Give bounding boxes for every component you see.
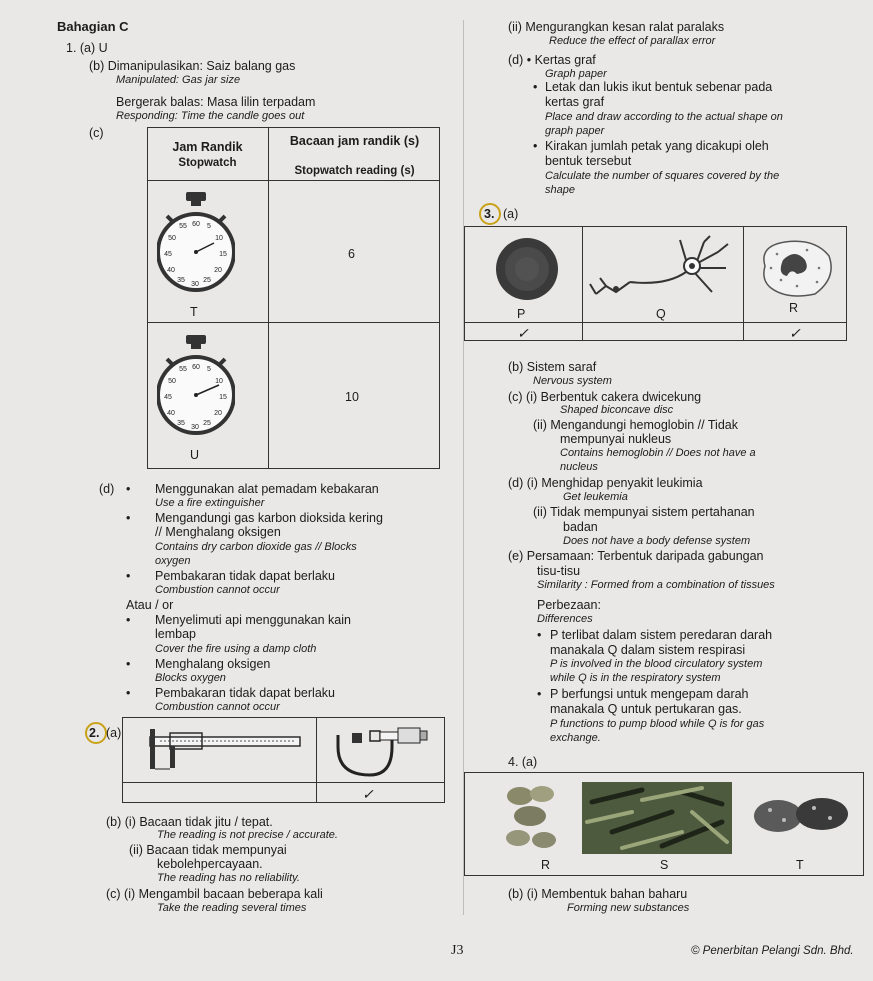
q1cii-answer: (ii) Mengurangkan kesan ralat paralaks [508,20,725,34]
nerve-cell-icon [586,234,741,304]
q4a-label: 4. (a) [508,755,538,769]
cell-label-p: P [517,307,526,321]
q1d-point3-eng: Combustion cannot occur [155,584,280,596]
difference-point2-line2: manakala Q untuk pertukaran gas. [550,702,742,716]
q1d-point2: Mengandungi gas karbon dioksida kering [155,511,383,525]
row2-label: U [190,448,200,462]
svg-text:35: 35 [177,420,185,427]
white-blood-cell-icon [757,238,837,300]
q3c2-answer-line2: mempunyai nukleus [560,432,672,446]
q4b-answer: (b) (i) Membentuk bahan baharu [508,887,688,901]
tick-r-icon: ✓ [789,325,801,341]
svg-text:10: 10 [215,378,223,385]
q3-number: 3. [484,207,495,221]
differences-title-eng: Differences [537,613,593,625]
difference-point2-eng: P functions to pump blood while Q is for gas [550,718,765,730]
substance-r-icon [500,782,560,852]
svg-text:15: 15 [219,251,227,258]
svg-text:40: 40 [167,410,175,417]
table-header-stopwatch: Jam Randik [172,140,243,154]
bullet-icon: • [537,628,542,642]
q4b-answer-eng: Forming new substances [567,902,690,914]
table-header-reading: Bacaan jam randik (s) [289,134,420,148]
micrometer-icon [330,725,435,780]
table-divider [147,180,440,181]
q3a-label: (a) [503,207,519,221]
row1-label: T [190,305,198,319]
q1d-right-answer: (d) • Kertas graf [508,53,596,67]
difference-point1-eng-line2: while Q is in the respiratory system [550,672,721,684]
bullet-icon: • [126,657,131,671]
svg-text:5: 5 [207,366,211,373]
q1d-point6: Pembakaran tidak dapat berlaku [155,686,335,700]
q1d-point4-line2: lembap [155,627,196,641]
cell-label-q: Q [656,307,666,321]
q3e-answer-line2: tisu-tisu [537,564,581,578]
differences-title: Perbezaan: [537,598,601,612]
q3c1-answer-eng: Shaped biconcave disc [560,404,674,416]
page-number: J3 [451,943,464,958]
q1d-point2-eng: Contains dry carbon dioxide gas // Blocks [155,541,357,553]
svg-text:60: 60 [192,364,200,371]
table-divider [122,782,445,783]
q3b-answer: (b) Sistem saraf [508,360,597,374]
q3e-answer: (e) Persamaan: Terbentuk daripada gabungan [508,549,764,563]
difference-point1: P terlibat dalam sistem peredaran darah [550,628,773,642]
table-divider [464,322,847,323]
bullet-icon: • [537,687,542,701]
q2-tick-icon: ✓ [362,786,374,802]
q2-number: 2. [89,726,100,740]
svg-text:20: 20 [214,410,222,417]
q3d2-answer: (ii) Tidak mempunyai sistem pertahanan [533,505,755,519]
q1d-point3: Pembakaran tidak dapat berlaku [155,569,335,583]
substance-label-r: R [541,858,551,872]
q2b2-answer-eng: The reading has no reliability. [157,872,300,884]
q2b1-answer-eng: The reading is not precise / accurate. [157,829,338,841]
substance-s-icon [582,782,732,854]
q1d-right-point3-line2: bentuk tersebut [545,154,632,168]
q1d-point4: Menyelimuti api menggunakan kain [155,613,351,627]
copyright: © Penerbitan Pelangi Sdn. Bhd. [691,945,854,957]
bullet-icon: • [126,569,131,583]
q1c-label: (c) [89,126,104,140]
table-divider [582,226,583,341]
q3c2-answer-eng: Contains hemoglobin // Does not have a [560,447,756,459]
q1b-responding: Bergerak balas: Masa lilin terpadam [116,95,316,109]
bullet-icon: • [126,686,131,700]
q1d-point1-eng: Use a fire extinguisher [155,497,265,509]
substance-label-t: T [796,858,804,872]
or-label: Atau / or [126,598,174,612]
q1a-answer: 1. (a) U [66,41,108,55]
row2-value: 10 [345,390,359,404]
q1d-right-point2-line2: kertas graf [545,95,605,109]
q2a-label: (a) [106,726,122,740]
q3c1-answer: (c) (i) Berbentuk cakera dwicekung [508,390,702,404]
q1d-point2-eng-line2: oxygen [155,555,191,567]
q1b-manipulated: (b) Dimanipulasikan: Saiz balang gas [89,59,296,73]
q3d1-answer-eng: Get leukemia [563,491,628,503]
svg-text:55: 55 [179,223,187,230]
q1d-right-answer-eng: Graph paper [545,68,607,80]
q3d2-answer-eng: Does not have a body defense system [563,535,751,547]
bullet-icon: • [126,613,131,627]
section-title: Bahagian C [57,19,129,34]
q2b2-answer-line2: kebolehpercayaan. [157,857,263,871]
q1d-point1: Menggunakan alat pemadam kebakaran [155,482,379,496]
stopwatch-u-icon [157,333,235,438]
vernier-caliper-icon [140,727,310,779]
q3e-answer-eng: Similarity : Formed from a combination of tissues [537,579,775,591]
q3c2-answer-eng-line2: nucleus [560,461,598,473]
bullet-icon: • [126,482,131,496]
q1b-responding-eng: Responding: Time the candle goes out [116,110,305,122]
svg-text:50: 50 [168,378,176,385]
q1b-manipulated-eng: Manipulated: Gas jar size [116,74,241,86]
q1d-right-point3: Kirakan jumlah petak yang dicakupi oleh [545,139,769,153]
q1d-right-point2-eng: Place and draw according to the actual shape on [545,111,783,123]
q1d-point5: Menghalang oksigen [155,657,271,671]
svg-text:55: 55 [179,366,187,373]
q1d-point4-eng: Cover the fire using a damp cloth [155,643,317,655]
svg-text:45: 45 [164,251,172,258]
q1cii-answer-eng: Reduce the effect of parallax error [549,35,716,47]
tick-p-icon: ✓ [517,325,529,341]
svg-text:10: 10 [215,235,223,242]
svg-text:50: 50 [168,235,176,242]
svg-text:15: 15 [219,394,227,401]
q3c2-answer: (ii) Mengandungi hemoglobin // Tidak [533,418,738,432]
q2b2-answer: (ii) Bacaan tidak mempunyai [129,843,287,857]
table-header-reading-eng: Stopwatch reading (s) [294,165,415,177]
svg-text:30: 30 [191,281,199,288]
q1d-point2-line2: // Menghalang oksigen [155,525,281,539]
svg-text:20: 20 [214,267,222,274]
q3b-answer-eng: Nervous system [533,375,612,387]
svg-text:45: 45 [164,394,172,401]
q2c-answer: (c) (i) Mengambil bacaan beberapa kali [106,887,323,901]
svg-text:5: 5 [207,223,211,230]
difference-point1-eng: P is involved in the blood circulatory system [550,658,763,670]
bullet-icon: • [126,511,131,525]
q1d-right-point2-eng-line2: graph paper [545,125,605,137]
red-blood-cell-icon [494,236,560,302]
svg-text:40: 40 [167,267,175,274]
svg-text:25: 25 [203,420,211,427]
svg-text:60: 60 [192,221,200,228]
table-divider [147,322,440,323]
q1d-right-point3-eng: Calculate the number of squares covered by the [545,170,780,182]
svg-text:25: 25 [203,277,211,284]
difference-point2-eng-line2: exchange. [550,732,601,744]
q1d-point6-eng: Combustion cannot occur [155,701,280,713]
table-divider [743,226,744,341]
substance-label-s: S [660,858,669,872]
difference-point1-line2: manakala Q dalam sistem respirasi [550,643,746,657]
table-divider [268,127,269,469]
q1d-right-point3-eng-line2: shape [545,184,575,196]
q2c-answer-eng: Take the reading several times [157,902,307,914]
q3d1-answer: (d) (i) Menghidap penyakit leukimia [508,476,703,490]
table-divider [316,717,317,803]
q1d-label: (d) [99,482,115,496]
q1d-right-point2: Letak dan lukis ikut bentuk sebenar pada [545,80,773,94]
q3d2-answer-line2: badan [563,520,598,534]
bullet-icon: • [533,139,538,153]
stopwatch-t-icon [157,190,235,295]
bullet-icon: • [533,80,538,94]
table-header-stopwatch-eng: Stopwatch [178,157,237,169]
svg-text:30: 30 [191,424,199,431]
cell-label-r: R [789,301,799,315]
q2b1-answer: (b) (i) Bacaan tidak jitu / tepat. [106,815,273,829]
difference-point2: P berfungsi untuk mengepam darah [550,687,749,701]
svg-text:35: 35 [177,277,185,284]
substance-t-icon [750,790,850,840]
row1-value: 6 [348,247,355,261]
q1d-point5-eng: Blocks oxygen [155,672,226,684]
